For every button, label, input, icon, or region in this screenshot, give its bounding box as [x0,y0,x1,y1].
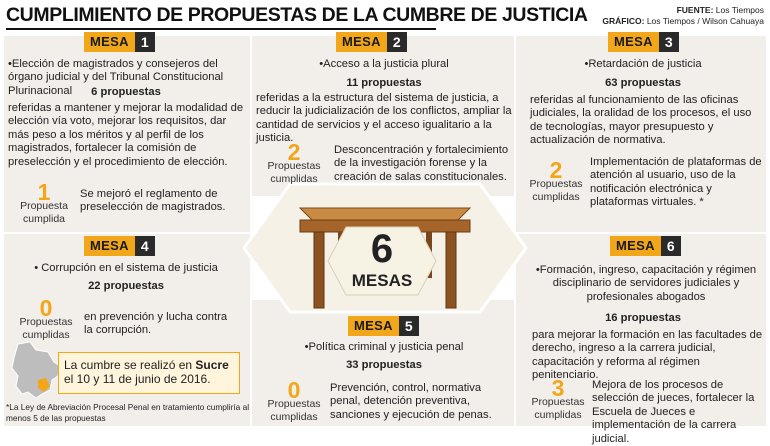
mesa-3-proposals: 63 propuestas [605,77,681,89]
mesa-2-fulfilled: Desconcentración y fortalecimiento de la investigación forense y la creación de salas constitucionales. [334,144,509,183]
mesa-2-count: 2 [287,139,301,165]
mesa-4-fulfilled: en prevención y lucha contra la corrupción. [84,311,228,337]
mesa-label: MESA [348,316,399,336]
source-value: Los Tiempos [715,5,764,15]
center-label: MESAS [351,271,413,290]
mesa-label: MESA [610,236,661,256]
mesa-4-count: 0 [39,295,53,321]
mesa-5-tag [348,316,419,336]
mesa-5-count-label: Propuestas cumplidas [267,398,321,423]
footnote: *La Ley de Abreviación Procesal Penal en tratamiento cumpliría al menos 5 de las propuestas [6,402,250,423]
mesa-1-proposals: 6 propuestas [91,86,161,98]
mesa-3-count: 2 [549,157,563,183]
summit-note-prefix: La cumbre se realizó en [64,358,196,372]
mesa-label: MESA [84,32,135,52]
mesa-number: 2 [387,32,407,52]
mesa-4-count-label: Propuestas cumplidas [19,316,73,341]
title-underline [6,28,436,30]
center-number: 6 [370,227,394,271]
mesa-number: 4 [135,236,155,256]
credits [602,5,764,27]
mesa-2-topic: •Acceso a la justicia plural [319,58,449,70]
mesa-5-topic: •Política criminal y justicia penal [304,341,464,353]
mesa-3-count-label: Propuestas cumplidas [529,178,583,203]
mesa-5-proposals: 33 propuestas [346,359,422,371]
mesa-1-description: referidas a mantener y mejorar la modalidad de elección vía voto, mejorar los requisitos, dar más peso a los méritos y al perfil de los magistrados, fortalecer la comisión de preselección y el procedimiento de elección. [8,102,244,168]
mesa-1-topic: •Elección de magistrados y consejeros del órgano judicial y del Tribunal Constitucional Plurinacional [8,58,224,97]
mesa-1-tag [84,32,155,52]
mesa-1-count: 1 [37,179,51,205]
mesa-number: 6 [661,236,681,256]
bolivia-map-icon [8,340,64,400]
mesa-6-fulfilled: Mejora de los procesos de selección de jueces, fortalecer la Escuela de Jueces e implementación de la carrera judicial. [592,379,755,445]
infographic-title: CUMPLIMIENTO DE PROPUESTAS DE LA CUMBRE DE JUSTICIA [6,4,588,26]
mesa-3-topic: •Retardación de justicia [584,58,702,70]
graphic-label: GRÁFICO: [602,16,645,26]
mesa-4-proposals: 22 propuestas [88,280,164,292]
mesa-number: 5 [399,316,419,336]
mesa-number: 1 [135,32,155,52]
mesa-3-fulfilled: Implementación de plataformas de atención al usuario, uso de la notificación electrónica y plataformas virtuales. * [590,156,762,209]
mesa-2-tag [336,32,407,52]
mesa-2-count-label: Propuestas cumplidas [267,160,321,185]
mesa-1-fulfilled: Se mejoró el reglamento de preselección de magistrados. [80,188,226,214]
mesa-6-tag [610,236,681,256]
mesa-label: MESA [84,236,135,256]
mesa-6-topic: •Formación, ingreso, capacitación y régimen disciplinario de servidores judiciales y profesionales abogados [535,264,757,303]
mesa-5-count: 0 [287,377,301,403]
mesa-2-description: referidas a la estructura del sistema de justicia, a reducir la judicialización de los conflictos, ampliar la cantidad de servicios y el acceso igualitario a la justicia. [256,92,512,145]
mesa-4-tag [84,236,155,256]
mesa-6-description: para mejorar la formación en las facultades de derecho, ingreso a la carrera judicial, capacitación y reforma al régimen penitenciario. [532,329,763,382]
mesa-3-tag [608,32,679,52]
mesa-4-topic: • Corrupción en el sistema de justicia [34,262,218,274]
mesa-label: MESA [336,32,387,52]
mesa-6-count: 3 [551,375,565,401]
mesa-1-count-label: Propuesta cumplida [20,200,68,225]
mesa-3-description: referidas al funcionamiento de las oficinas judiciales, la oralidad de los procesos, el uso de tecnologías, mayor presupuesto y actualización de normativa. [530,94,752,147]
mesa-5-fulfilled: Prevención, control, normativa penal, detención preventiva, sanciones y ejecución de penas. [330,382,492,421]
summit-note-dates: el 10 y 11 de junio de 2016. [64,372,211,386]
summit-note [64,358,236,386]
mesa-label: MESA [608,32,659,52]
summit-note-city: Sucre [195,358,229,372]
source-label: FUENTE: [676,5,714,15]
mesa-6-proposals: 16 propuestas [605,312,681,324]
mesa-number: 3 [659,32,679,52]
mesa-6-count-label: Propuestas cumplidas [531,396,585,421]
mesa-2-proposals: 11 propuestas [346,77,422,89]
graphic-value: Los Tiempos / Wilson Cahuaya [646,16,764,26]
